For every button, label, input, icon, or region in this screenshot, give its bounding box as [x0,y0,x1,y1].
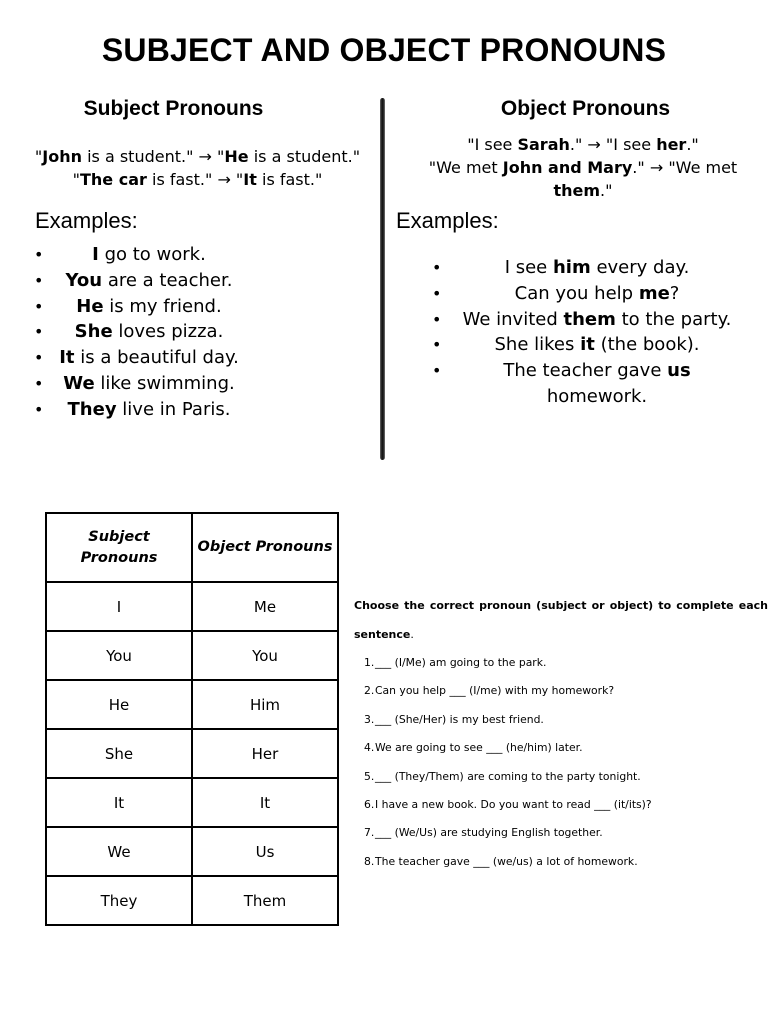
bold-pronoun: They [67,398,117,420]
object-pronoun-cell: Her [192,729,338,778]
exercise-item [364,734,768,762]
table-header-object: Object Pronouns [192,513,338,582]
bold-pronoun: It [59,347,75,369]
subject-pronoun-cell: It [46,778,192,827]
list-item: • We like swimming. [54,371,244,397]
list-item: • It is a beautiful day. [54,345,244,371]
object-examples-label: Examples: [396,208,499,233]
bold-pronoun: John and Mary [502,158,633,177]
exercise-number: 1. [364,656,375,669]
list-item: • We invited them to the party. [452,307,742,333]
object-heading: Object Pronouns [500,97,671,120]
exercise-item [364,791,768,819]
exercise-text: The teacher gave ___ (we/us) a lot of homework. [375,854,638,868]
subject-pronoun-cell: He [46,680,192,729]
bold-pronoun: us [667,360,691,382]
page-title: SUBJECT AND OBJECT PRONOUNS [101,32,667,68]
list-item: • He is my friend. [54,294,244,320]
list-item: • She likes it (the book). [452,332,742,358]
bold-pronoun: We [63,372,95,394]
bold-pronoun: John [42,147,82,166]
object-pronoun-cell: You [192,631,338,680]
bold-pronoun: The car [80,170,147,189]
bold-pronoun: me [638,282,670,304]
table-header-subject: Subject Pronouns [46,513,192,582]
table-row [46,876,338,925]
subject-pronoun-cell: I [46,582,192,631]
exercise-item [364,706,768,734]
exercise-number: 7. [364,826,375,840]
bold-pronoun: You [65,269,103,291]
subject-pronoun-cell: You [46,631,192,680]
bold-pronoun: Sarah [517,135,570,154]
object-pronoun-cell: Me [192,582,338,631]
exercise-number: 6. [364,798,375,812]
exercise-text: We are going to see ___ (he/him) later. [375,741,583,755]
table-row [46,582,338,631]
bold-pronoun: He [224,147,249,166]
table-row [46,729,338,778]
exercise-text: Can you help ___ (I/me) with my homework? [375,684,615,698]
exercise-item [364,848,768,876]
object-example-sentences [398,133,768,202]
exercise-text: ___ (She/Her) is my best friend. [375,712,544,726]
example-sentence: "John is a student." → "He is a student." [34,147,361,166]
table-row [46,680,338,729]
object-pronoun-cell: Them [192,876,338,925]
exercise-item [364,763,768,791]
subject-pronoun-cell: She [46,729,192,778]
exercise-number: 2. [364,684,375,698]
list-item: • The teacher gave us homework. [452,358,742,410]
list-item: • She loves pizza. [54,319,244,345]
object-pronoun-cell: Us [192,827,338,876]
table-row [46,827,338,876]
exercise-item [364,819,768,847]
column-divider [380,98,385,460]
bold-pronoun: I [92,244,99,265]
object-pronoun-cell: It [192,778,338,827]
subject-examples-label: Examples: [35,208,138,233]
exercise-number: 8. [364,854,375,868]
bold-pronoun: him [552,257,591,278]
list-item: • Can you help me? [452,281,742,307]
example-sentence: "The car is fast." → "It is fast." [72,170,323,189]
subject-pronoun-cell: They [46,876,192,925]
list-item: • They live in Paris. [54,397,244,423]
exercise-text: I have a new book. Do you want to read ___ (it/its)? [375,798,652,812]
list-item: • You are a teacher. [54,268,244,294]
bold-pronoun: it [580,334,595,356]
object-examples-list [428,255,748,410]
object-pronoun-cell: Him [192,680,338,729]
exercise-number: 4. [364,741,375,755]
exercise-item [364,677,768,705]
table-row [46,778,338,827]
list-item: • I go to work. [54,242,244,268]
subject-examples-list [32,242,244,423]
bold-pronoun: her [656,135,687,154]
bold-pronoun: them [553,181,601,200]
subject-example-sentences [20,145,375,191]
list-item: • I see him every day. [452,255,742,281]
exercise-instruction: Choose the correct pronoun (subject or object) to complete each sentence. [354,599,768,641]
exercise-section [354,592,768,876]
exercise-text: ___ (They/Them) are coming to the party tonight. [375,769,641,783]
exercise-text: ___ (We/Us) are studying English together. [375,826,603,840]
exercise-item [364,649,768,677]
exercise-number: 3. [364,712,375,726]
example-sentence: "I see Sarah." → "I see her." [467,135,699,154]
exercise-text: ___ (I/Me) am going to the park. [375,656,547,669]
bold-pronoun: He [76,295,104,317]
exercise-number: 5. [364,769,375,783]
subject-pronoun-cell: We [46,827,192,876]
bold-pronoun: them [563,308,616,330]
exercise-list [354,649,768,876]
table-row [46,631,338,680]
pronoun-table [45,512,339,926]
bold-pronoun: It [243,170,257,189]
example-sentence: "We met John and Mary." → "We met them." [428,158,738,200]
bold-pronoun: She [74,321,113,343]
subject-heading: Subject Pronouns [83,97,264,120]
